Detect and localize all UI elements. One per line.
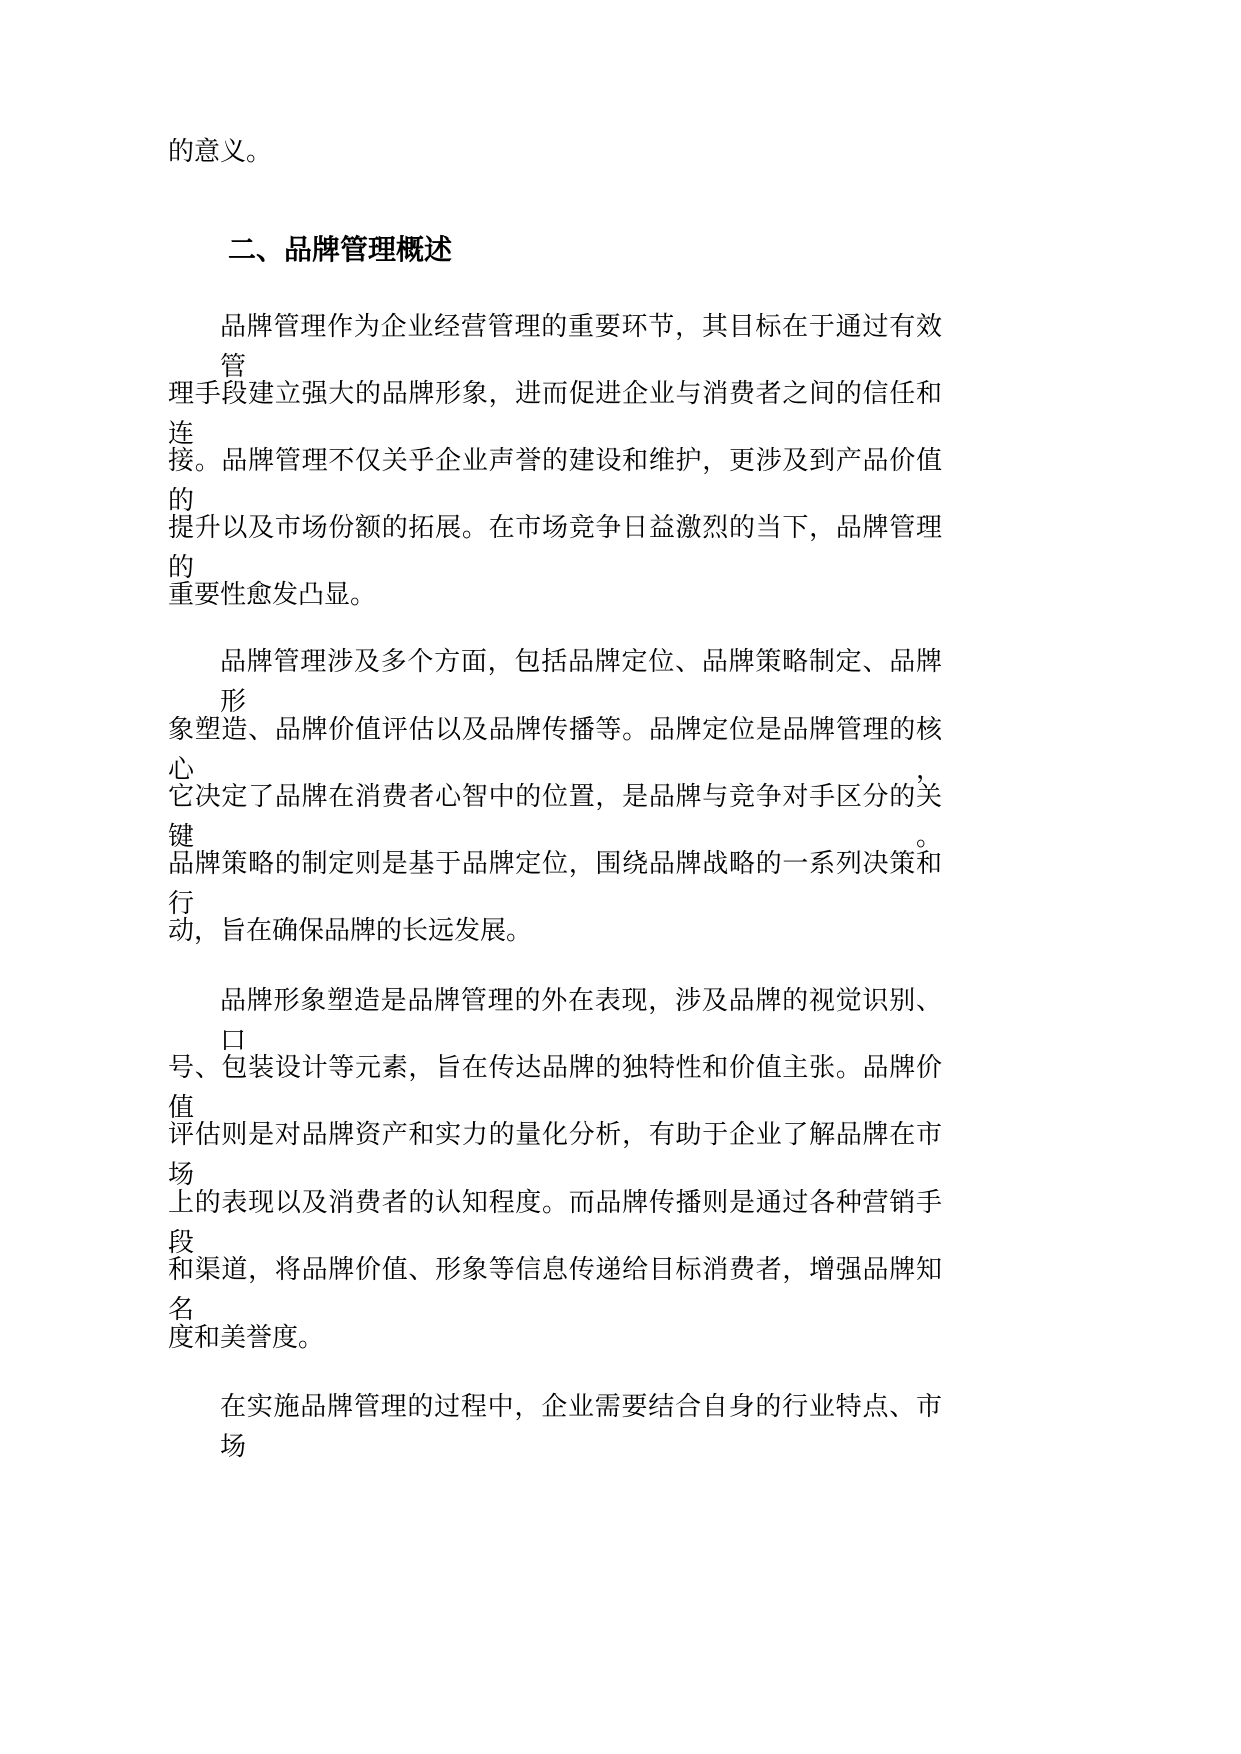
- paragraph-line: 度和美誉度。: [168, 1323, 325, 1353]
- paragraph-line: 在实施品牌管理的过程中，企业需要结合自身的行业特点、市场: [220, 1392, 942, 1462]
- paragraph-line: 理手段建立强大的品牌形象，进而促进企业与消费者之间的信任和连: [168, 379, 942, 449]
- paragraph-line: 号、包装设计等元素，旨在传达品牌的独特性和价值主张。品牌价值: [168, 1053, 942, 1123]
- paragraph-line: 象塑造、品牌价值评估以及品牌传播等。品牌定位是品牌管理的核心，: [168, 715, 942, 785]
- paragraph-line: 上的表现以及消费者的认知程度。而品牌传播则是通过各种营销手段: [168, 1188, 942, 1258]
- paragraph-line: 评估则是对品牌资产和实力的量化分析，有助于企业了解品牌在市场: [168, 1120, 942, 1190]
- paragraph-line: 品牌管理作为企业经营管理的重要环节，其目标在于通过有效管: [220, 312, 942, 382]
- section-heading: 二、品牌管理概述: [228, 233, 453, 266]
- paragraph-line: 接。品牌管理不仅关乎企业声誉的建设和维护，更涉及到产品价值的: [168, 446, 942, 516]
- paragraph-line: 提升以及市场份额的拓展。在市场竞争日益激烈的当下，品牌管理的: [168, 513, 942, 583]
- continuation-line: 的意义。: [168, 137, 273, 167]
- paragraph-line: 和渠道，将品牌价值、形象等信息传递给目标消费者，增强品牌知名: [168, 1255, 942, 1325]
- paragraph-line: 品牌形象塑造是品牌管理的外在表现，涉及品牌的视觉识别、口: [220, 986, 942, 1056]
- paragraph-line: 重要性愈发凸显。: [168, 580, 377, 610]
- paragraph-line: 品牌策略的制定则是基于品牌定位，围绕品牌战略的一系列决策和行: [168, 849, 942, 919]
- paragraph-line: 它决定了品牌在消费者心智中的位置，是品牌与竞争对手区分的关键。: [168, 782, 942, 852]
- paragraph-line: 品牌管理涉及多个方面，包括品牌定位、品牌策略制定、品牌形: [220, 647, 942, 717]
- paragraph-line: 动，旨在确保品牌的长远发展。: [168, 916, 533, 946]
